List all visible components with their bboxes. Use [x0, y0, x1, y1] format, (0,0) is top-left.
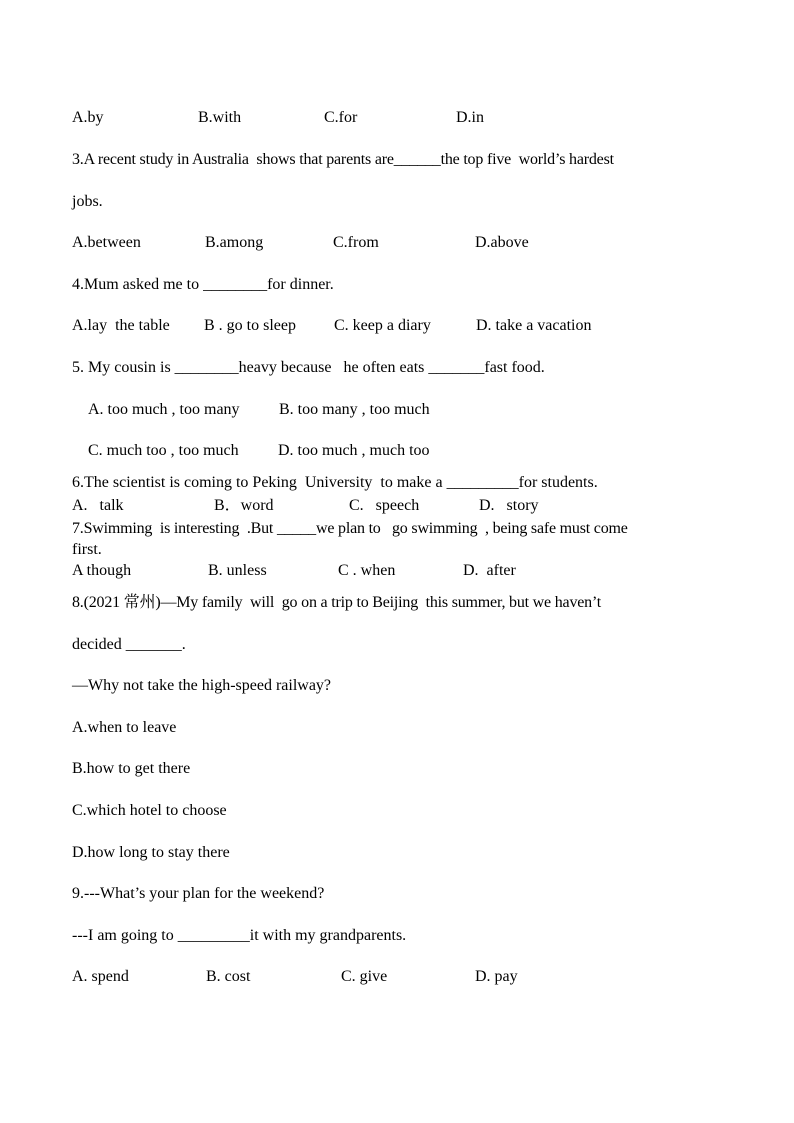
q9-option-b: B. cost: [206, 968, 251, 985]
q7-option-c: C . when: [338, 562, 396, 579]
q6-option-b: B．word: [214, 497, 274, 514]
q8-option-a: A.when to leave: [72, 719, 177, 736]
q4-stem: 4.Mum asked me to ________for dinner.: [72, 276, 334, 293]
q8-stem-line1: 8.(2021 常州)—My family will go on a trip to Beijing this summer, but we haven’t: [72, 594, 602, 611]
q2-option-c: C.for: [324, 109, 358, 126]
q9-stem-line1: 9.---What’s your plan for the weekend?: [72, 885, 325, 902]
q2-option-d: D.in: [456, 109, 484, 126]
q5-option-a: A. too much , too many: [88, 401, 240, 418]
q3-option-b: B.among: [205, 234, 264, 251]
q3-stem-line1: 3.A recent study in Australia shows that parents are______the top five world’s hardest: [72, 151, 614, 168]
q7-stem-line1: 7.Swimming is interesting .But _____we plan to go swimming , being safe must come: [72, 520, 628, 537]
q4-option-a: A.lay the table: [72, 317, 170, 334]
q7-option-b: B. unless: [208, 562, 267, 579]
q4-option-b: B . go to sleep: [204, 317, 296, 334]
q3-stem-line2: jobs.: [72, 193, 103, 210]
q5-option-d: D. too much , much too: [278, 442, 430, 459]
q9-stem-line2: ---I am going to _________it with my grandparents.: [72, 927, 407, 944]
q8-stem-line2: decided _______.: [72, 636, 186, 653]
q9-option-d: D. pay: [475, 968, 518, 985]
q4-option-c: C. keep a diary: [334, 317, 431, 334]
q9-option-a: A. spend: [72, 968, 129, 985]
q6-option-a: A. talk: [72, 497, 124, 514]
q7-option-d: D. after: [463, 562, 516, 579]
q6-option-d: D. story: [479, 497, 539, 514]
q5-option-c: C. much too , too much: [88, 442, 239, 459]
q5-stem: 5. My cousin is ________heavy because he often eats _______fast food.: [72, 359, 545, 376]
q8-option-b: B.how to get there: [72, 760, 191, 777]
q4-option-d: D. take a vacation: [476, 317, 592, 334]
q8-option-c: C.which hotel to choose: [72, 802, 227, 819]
q2-option-b: B.with: [198, 109, 242, 126]
q9-option-c: C. give: [341, 968, 388, 985]
q7-stem-line2: first.: [72, 541, 102, 558]
q7-option-a: A though: [72, 562, 132, 579]
q8-response: —Why not take the high-speed railway?: [72, 677, 332, 694]
q3-option-d: D.above: [475, 234, 529, 251]
q6-option-c: C. speech: [349, 497, 420, 514]
q2-option-a: A.by: [72, 109, 104, 126]
q6-stem: 6.The scientist is coming to Peking University to make a _________for students.: [72, 474, 598, 491]
q5-option-b: B. too many , too much: [279, 401, 430, 418]
q3-option-a: A.between: [72, 234, 141, 251]
q3-option-c: C.from: [333, 234, 379, 251]
q8-option-d: D.how long to stay there: [72, 844, 230, 861]
